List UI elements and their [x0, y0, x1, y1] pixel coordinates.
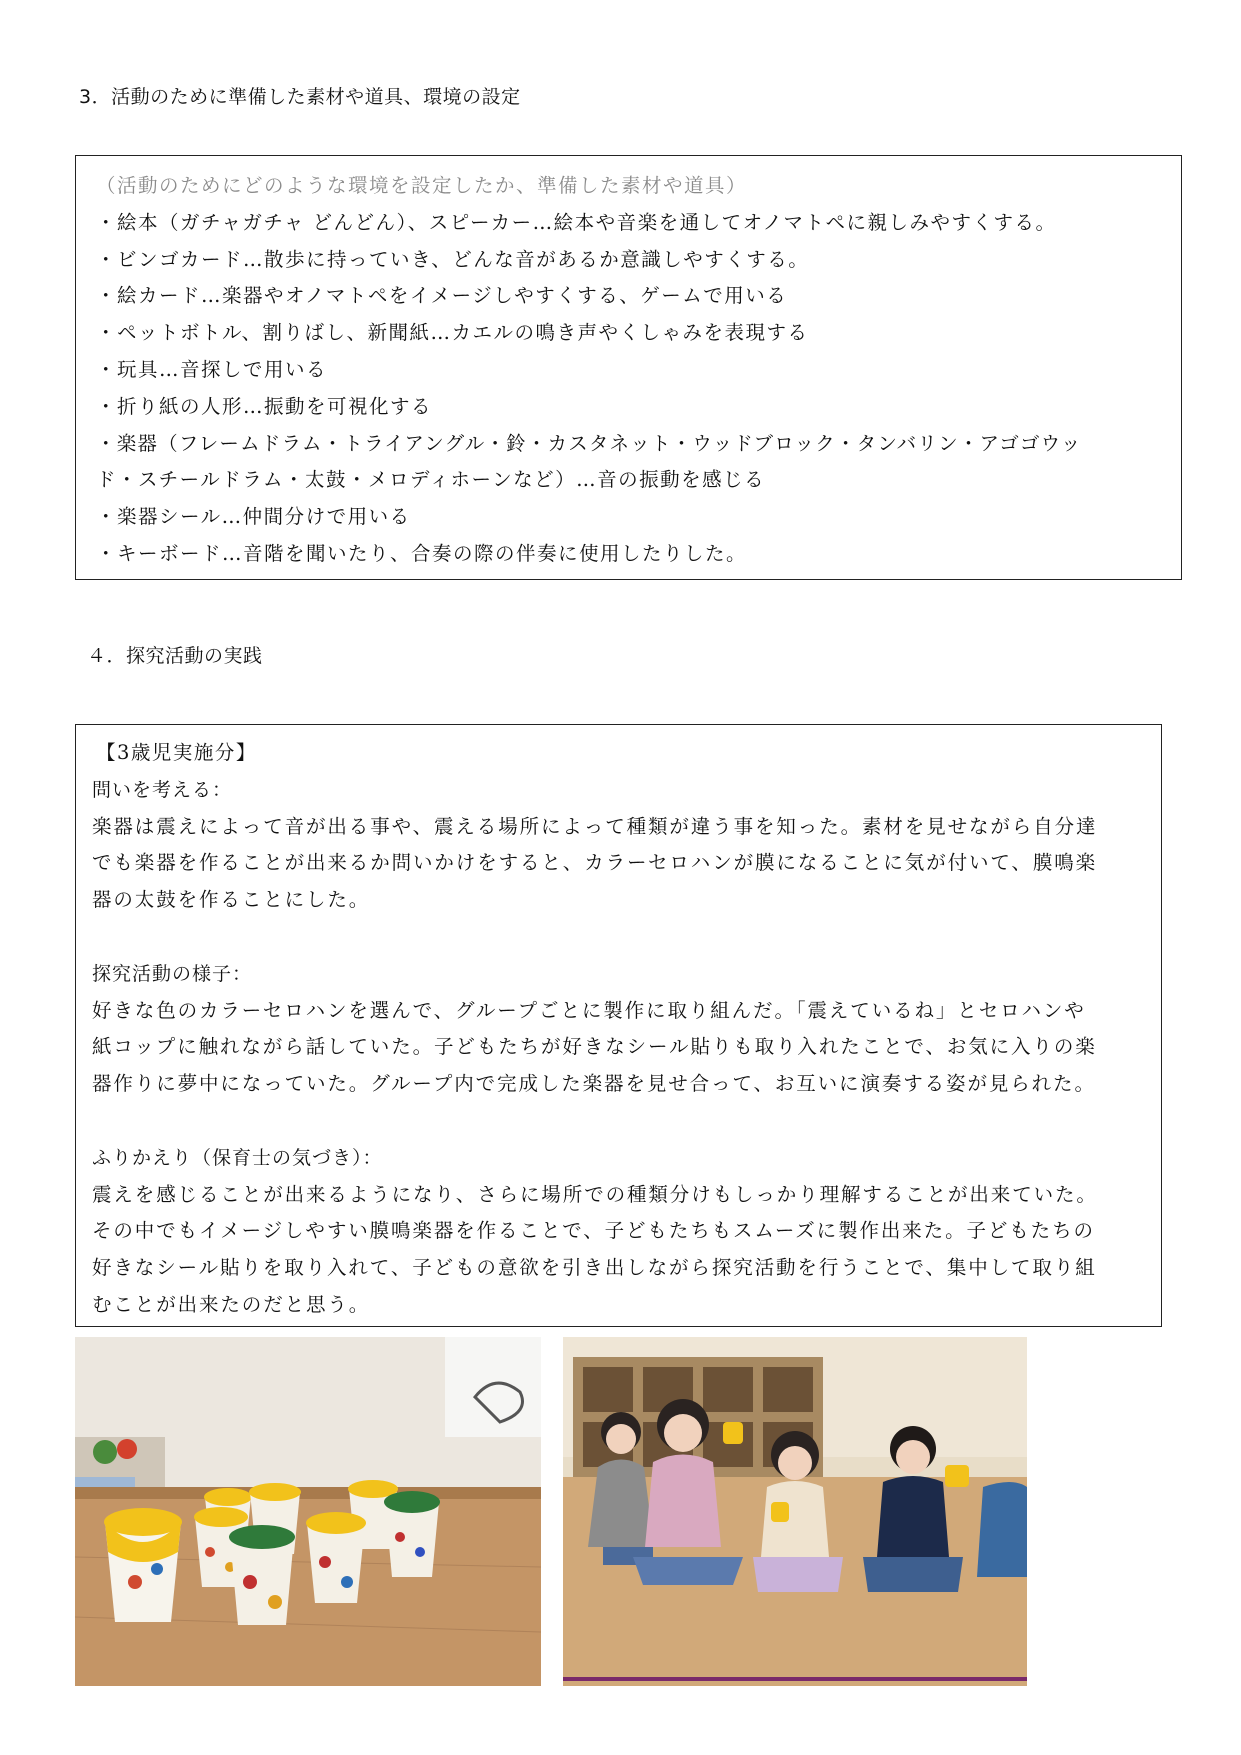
reflection-line: むことが出来たのだと思う。	[92, 1292, 371, 1316]
cup-drum	[384, 1491, 440, 1577]
materials-item: ・ビンゴカード…散歩に持っていき、どんな音があるか意識しやすくする。	[96, 247, 810, 271]
materials-item: ・絵カード…楽器やオノマトペをイメージしやすくする、ゲームで用いる	[96, 284, 788, 308]
question-line: 器の太鼓を作ることにした。	[92, 888, 371, 912]
materials-item: ・絵本（ガチャガチャ どんどん）、スピーカー…絵本や音楽を通してオノマトペに親しみやすくする。	[96, 210, 1057, 234]
materials-box	[75, 155, 1182, 580]
cup-drum	[229, 1525, 295, 1625]
materials-item: ・ペットボトル、割りばし、新聞紙…カエルの鳴き声やくしゃみを表現する	[96, 321, 809, 345]
photo-children-playing	[563, 1337, 1027, 1686]
practice-box	[75, 724, 1162, 1327]
reflection-line: 震えを感じることが出来るようになり、さらに場所での種類分けもしっかり理解することが出来ていた。	[92, 1182, 1098, 1206]
materials-note: （活動のためにどのような環境を設定したか、準備した素材や道具）	[96, 174, 748, 197]
activity-line: 紙コップに触れながら話していた。子どもたちが好きなシール貼りも取り入れたことで、お気に入りの楽	[92, 1035, 1097, 1059]
activity-label: 探究活動の様子：	[92, 962, 253, 985]
photo-cup-drums	[75, 1337, 541, 1686]
materials-item-continued: ド・スチールドラム・太鼓・メロディホーンなど）…音の振動を感じる	[96, 468, 766, 492]
activity-line: 好きな色のカラーセロハンを選んで、グループごとに製作に取り組んだ。「震えているね」とセロハンや	[92, 998, 1086, 1022]
reflection-label: ふりかえり（保育士の気づき）：	[92, 1146, 383, 1169]
activity-line: 器作りに夢中になっていた。グループ内で完成した楽器を見せ合って、お互いに演奏する姿が見られた。	[92, 1072, 1096, 1096]
materials-item: ・楽器シール…仲間分けで用いる	[96, 505, 411, 529]
materials-item: ・玩具…音探しで用いる	[96, 357, 328, 381]
cup-drum	[104, 1508, 182, 1622]
section-3-heading: 3．活動のために準備した素材や道具、環境の設定	[79, 86, 521, 108]
question-label: 問いを考える：	[92, 778, 233, 801]
question-line: 楽器は震えによって音が出る事や、震える場所によって種類が違う事を知った。素材を見せながら自分達	[92, 814, 1098, 838]
section-4-heading: ４．探究活動の実践	[87, 645, 263, 667]
materials-item: ・折り紙の人形…振動を可視化する	[96, 394, 433, 418]
question-line: でも楽器を作ることが出来るか問いかけをすると、カラーセロハンが膜になることに気が付いて、膜鳴楽	[92, 851, 1098, 875]
child-figure	[977, 1482, 1027, 1577]
cup-drum	[306, 1512, 366, 1603]
age-group-label: 【3歳児実施分】	[96, 741, 257, 764]
materials-item: ・楽器（フレームドラム・トライアングル・鈴・カスタネット・ウッドブロック・タンバリン・アゴゴウッ	[96, 431, 1082, 455]
reflection-line: 好きなシール貼りを取り入れて、子どもの意欲を引き出しながら探究活動を行うことで、集中して取り組	[92, 1256, 1097, 1280]
reflection-line: その中でもイメージしやすい膜鳴楽器を作ることで、子どもたちもスムーズに製作出来た。子どもたちの	[92, 1219, 1095, 1243]
materials-item: ・キーボード…音階を聞いたり、合奏の際の伴奏に使用したりした。	[96, 541, 748, 565]
